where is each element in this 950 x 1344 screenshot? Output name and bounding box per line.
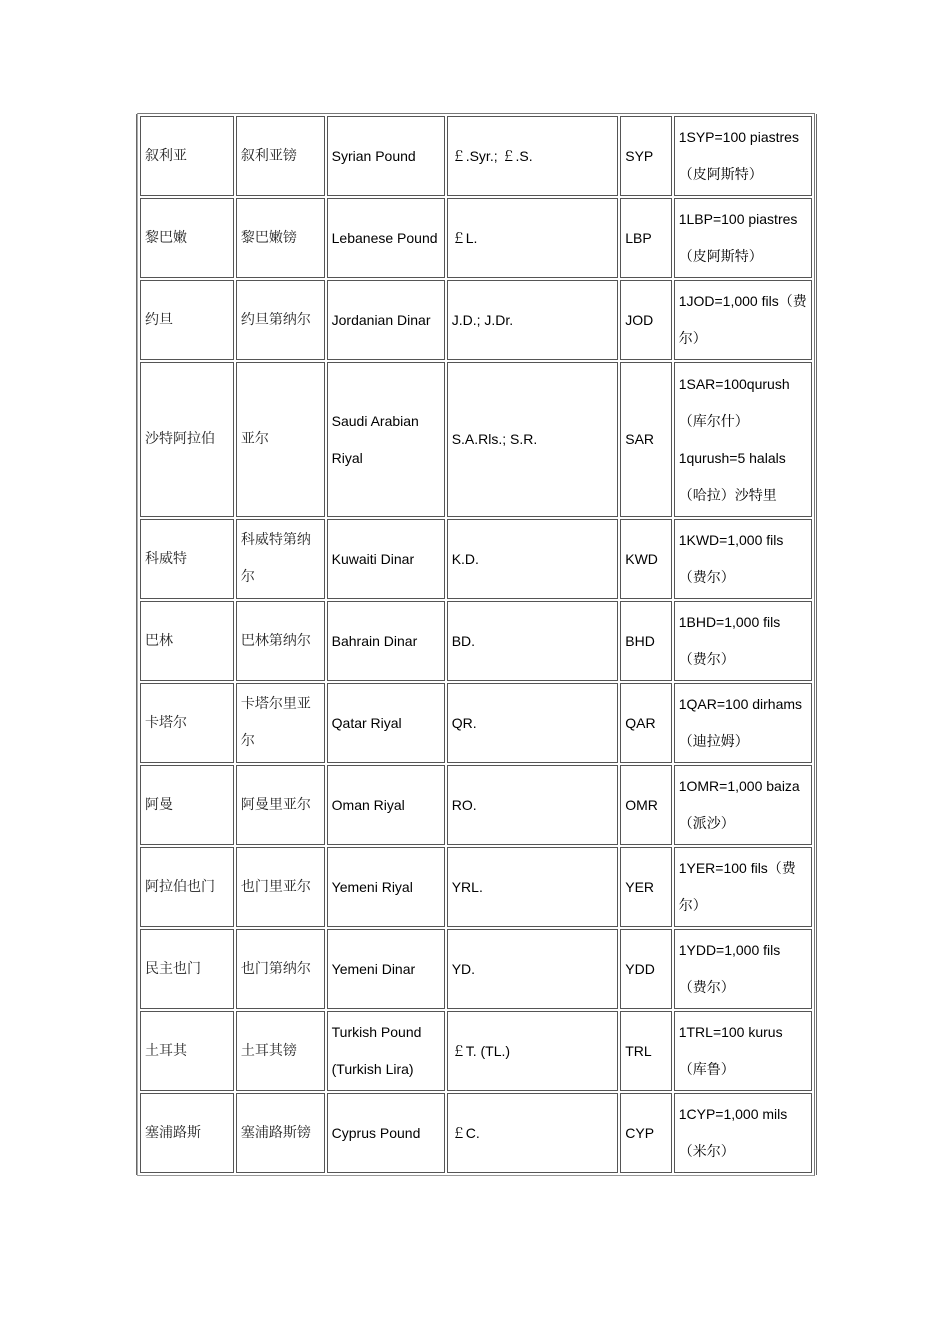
subunit-cell: 1JOD=1,000 fils（费尔）	[674, 280, 812, 360]
subunit-cell: 1SAR=100qurush（库尔什）1qurush=5 halals（哈拉）沙特里	[674, 362, 812, 517]
country-cell: 塞浦路斯	[140, 1093, 234, 1173]
currency-en-cell: Kuwaiti Dinar	[327, 519, 445, 599]
symbol-cell: YD.	[447, 929, 619, 1009]
country-cell: 民主也门	[140, 929, 234, 1009]
currency-en-cell: Yemeni Dinar	[327, 929, 445, 1009]
currency-en-cell: Cyprus Pound	[327, 1093, 445, 1173]
symbol-cell: ￡.Syr.; ￡.S.	[447, 116, 619, 196]
symbol-cell: J.D.; J.Dr.	[447, 280, 619, 360]
currency-table-frame	[137, 113, 815, 1176]
table-row	[140, 601, 812, 681]
symbol-cell: ￡T. (TL.)	[447, 1011, 619, 1091]
table-row	[140, 519, 812, 599]
code-cell: JOD	[620, 280, 671, 360]
country-cell: 阿拉伯也门	[140, 847, 234, 927]
country-cell: 土耳其	[140, 1011, 234, 1091]
country-cell: 卡塔尔	[140, 683, 234, 763]
code-cell: KWD	[620, 519, 671, 599]
country-cell: 叙利亚	[140, 116, 234, 196]
currency-cn-cell: 亚尔	[236, 362, 325, 517]
currency-en-cell: Syrian Pound	[327, 116, 445, 196]
table-row	[140, 198, 812, 278]
code-cell: LBP	[620, 198, 671, 278]
table-row	[140, 1093, 812, 1173]
table-row	[140, 362, 812, 517]
country-cell: 阿曼	[140, 765, 234, 845]
subunit-cell: 1KWD=1,000 fils（费尔）	[674, 519, 812, 599]
currency-cn-cell: 土耳其镑	[236, 1011, 325, 1091]
symbol-cell: YRL.	[447, 847, 619, 927]
code-cell: CYP	[620, 1093, 671, 1173]
subunit-cell: 1LBP=100 piastres（皮阿斯特）	[674, 198, 812, 278]
symbol-cell: K.D.	[447, 519, 619, 599]
table-row	[140, 116, 812, 196]
country-cell: 约旦	[140, 280, 234, 360]
subunit-cell: 1CYP=1,000 mils（米尔）	[674, 1093, 812, 1173]
symbol-cell: BD.	[447, 601, 619, 681]
code-cell: OMR	[620, 765, 671, 845]
currency-en-cell: Saudi Arabian Riyal	[327, 362, 445, 517]
currency-cn-cell: 卡塔尔里亚尔	[236, 683, 325, 763]
currency-en-cell: Jordanian Dinar	[327, 280, 445, 360]
currency-cn-cell: 塞浦路斯镑	[236, 1093, 325, 1173]
code-cell: BHD	[620, 601, 671, 681]
subunit-cell: 1YER=100 fils（费尔）	[674, 847, 812, 927]
code-cell: SYP	[620, 116, 671, 196]
currency-cn-cell: 阿曼里亚尔	[236, 765, 325, 845]
symbol-cell: S.A.Rls.; S.R.	[447, 362, 619, 517]
country-cell: 沙特阿拉伯	[140, 362, 234, 517]
currency-cn-cell: 巴林第纳尔	[236, 601, 325, 681]
currency-en-cell: Lebanese Pound	[327, 198, 445, 278]
table-row	[140, 929, 812, 1009]
currency-cn-cell: 黎巴嫩镑	[236, 198, 325, 278]
code-cell: QAR	[620, 683, 671, 763]
subunit-cell: 1YDD=1,000 fils（费尔）	[674, 929, 812, 1009]
currency-en-cell: Qatar Riyal	[327, 683, 445, 763]
currency-en-cell: Yemeni Riyal	[327, 847, 445, 927]
symbol-cell: RO.	[447, 765, 619, 845]
table-row	[140, 683, 812, 763]
currency-cn-cell: 也门里亚尔	[236, 847, 325, 927]
currency-en-cell: Oman Riyal	[327, 765, 445, 845]
table-row	[140, 280, 812, 360]
country-cell: 科威特	[140, 519, 234, 599]
currency-en-cell: Turkish Pound (Turkish Lira)	[327, 1011, 445, 1091]
symbol-cell: QR.	[447, 683, 619, 763]
currency-en-cell: Bahrain Dinar	[327, 601, 445, 681]
subunit-cell: 1QAR=100 dirhams（迪拉姆）	[674, 683, 812, 763]
currency-table	[138, 114, 814, 1175]
table-row	[140, 847, 812, 927]
code-cell: SAR	[620, 362, 671, 517]
subunit-cell: 1BHD=1,000 fils（费尔）	[674, 601, 812, 681]
code-cell: YER	[620, 847, 671, 927]
currency-cn-cell: 约旦第纳尔	[236, 280, 325, 360]
subunit-cell: 1TRL=100 kurus（库鲁）	[674, 1011, 812, 1091]
code-cell: YDD	[620, 929, 671, 1009]
currency-cn-cell: 叙利亚镑	[236, 116, 325, 196]
symbol-cell: ￡L.	[447, 198, 619, 278]
subunit-cell: 1OMR=1,000 baiza（派沙）	[674, 765, 812, 845]
table-row	[140, 765, 812, 845]
currency-cn-cell: 也门第纳尔	[236, 929, 325, 1009]
country-cell: 巴林	[140, 601, 234, 681]
subunit-cell: 1SYP=100 piastres（皮阿斯特）	[674, 116, 812, 196]
table-row	[140, 1011, 812, 1091]
currency-cn-cell: 科威特第纳尔	[236, 519, 325, 599]
symbol-cell: ￡C.	[447, 1093, 619, 1173]
code-cell: TRL	[620, 1011, 671, 1091]
country-cell: 黎巴嫩	[140, 198, 234, 278]
